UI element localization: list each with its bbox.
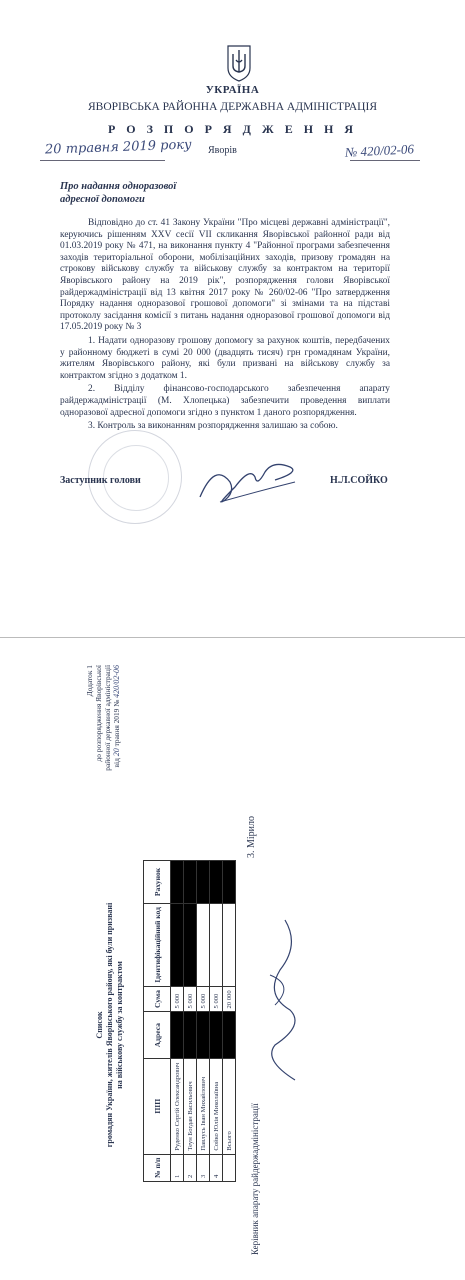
- coat-of-arms-icon: [226, 44, 252, 82]
- table-row: [210, 861, 223, 1182]
- redacted-address: [184, 1012, 197, 1058]
- redacted-account: [184, 861, 197, 904]
- table-row: [197, 861, 210, 1182]
- row-num: 4: [210, 1154, 223, 1181]
- list-title-line-3: на військову службу за контрактом: [115, 961, 124, 1089]
- list-title-line-2: громадян України, жителів Яворівського району, які були призвані: [105, 902, 114, 1148]
- table-total-row: [223, 861, 236, 1182]
- signature-icon: [255, 915, 315, 1085]
- header-num: № п/п: [144, 1154, 171, 1181]
- handwritten-date: 20 травня 2019 року: [44, 137, 192, 158]
- number-underline: [350, 160, 420, 161]
- row-num: 3: [197, 1154, 210, 1181]
- header-sum: Сума: [144, 986, 171, 1012]
- total-id: [223, 904, 236, 987]
- subject: [60, 180, 240, 206]
- signatory-position: Заступник голови: [60, 475, 141, 486]
- table-row: [184, 861, 197, 1182]
- list-title-line-1: Список: [95, 1011, 104, 1039]
- item-2: 2. Відділу фінансово-господарського забезпечення апарату райдержадміністрації (М. Хлопецька) забезпечити проведення виплати одноразової адресної допомоги згідно з пунктом 1 даного розпорядження.: [60, 384, 390, 418]
- item-1: 1. Надати одноразову грошову допомогу за рахунок коштів, передбачених у районному бюджеті в сумі 20 000 (двадцять тисяч) грн громадянам України, жителям Яворівського району, які були призвані на військову службу за контрактом згідно з додатком 1.: [60, 335, 390, 381]
- row-sum: 5 000: [184, 986, 197, 1012]
- list-title: [95, 860, 125, 1190]
- total-sum: 20 000: [223, 986, 236, 1012]
- table-header-row: [144, 861, 171, 1182]
- table-row: [171, 861, 184, 1182]
- redacted-id: [184, 904, 197, 987]
- row-name: Сойко Юлія Миколаївна: [210, 1058, 223, 1154]
- signature-icon: [195, 452, 305, 512]
- row-sum: 5 000: [210, 986, 223, 1012]
- recipients-table: [143, 860, 236, 1182]
- total-label: Всього: [223, 1058, 236, 1154]
- annex-header: [85, 665, 235, 855]
- note-3: 3. Мірило: [246, 815, 257, 858]
- redacted-address: [197, 1012, 210, 1058]
- subject-line-1: Про надання одноразової: [60, 181, 177, 192]
- item-3: 3. Контроль за виконанням розпорядження залишаю за собою.: [88, 421, 338, 432]
- row-sum: 5 000: [171, 986, 184, 1012]
- head-of-apparatus: Керівник апарату райдержадміністрації: [250, 1103, 260, 1255]
- row-name: Руденко Сергій Олександрович: [171, 1058, 184, 1154]
- redacted-account: [171, 861, 184, 904]
- row-sum: 5 000: [197, 986, 210, 1012]
- redacted-address: [171, 1012, 184, 1058]
- recipients-table-wrapper: [143, 860, 236, 1182]
- annex-line-3: районної державної адміністрації: [103, 665, 112, 771]
- city: Яворів: [208, 145, 237, 156]
- annex-line-1: Додаток 1: [85, 665, 94, 697]
- order-body: [60, 218, 390, 433]
- annex-line-2: до розпорядження Яворівської: [94, 665, 103, 762]
- redacted-account: [223, 861, 236, 904]
- preamble: Відповідно до ст. 41 Закону України "Про місцеві державні адміністрації", керуючись рішенням XXV сесії VII скликання Яворівської районної ради від 01.03.2019 року № 471, на виконання пункту 4 "Районної програми забезпечення заходів територіальної оборони, мобілізаційних заходів, призову громадян на строкову військову службу та військову службу за контрактом на території Яворівського району на 2019 рік", розпорядження голови Яворівської райдержадміністрації від 13 квітня 2017 року № 260/02-06 "Про затвердження Порядку надання одноразової грошової допомоги" зі змінами та на підставі протоколу засідання комісії з питань надання одноразової грошової допомоги від 17.05.2019 року № 3: [60, 218, 390, 333]
- total-num: [223, 1154, 236, 1181]
- redacted-account: [197, 861, 210, 904]
- row-name: Павлусь Іван Михайлович: [197, 1058, 210, 1154]
- redacted-address: [210, 1012, 223, 1058]
- administration-title: ЯВОРІВСЬКА РАЙОННА ДЕРЖАВНА АДМІНІСТРАЦІЯ: [88, 101, 377, 113]
- date-underline: [40, 160, 165, 161]
- country-title: УКРАЇНА: [205, 84, 260, 96]
- row-num: 1: [171, 1154, 184, 1181]
- redacted-address: [223, 1012, 236, 1058]
- header-account: Рахунок: [144, 861, 171, 904]
- row-id: [197, 904, 210, 987]
- row-name: Теун Богдан Васильович: [184, 1058, 197, 1154]
- signatory-name: Н.Л.СОЙКО: [330, 475, 388, 486]
- header-name: ПІП: [144, 1058, 171, 1154]
- subject-line-2: адресної допомоги: [60, 194, 145, 205]
- header-id-code: Ідентифікаційний код: [144, 904, 171, 987]
- row-id: [210, 904, 223, 987]
- handwritten-number: № 420/02-06: [344, 141, 415, 160]
- page-divider: [0, 637, 465, 638]
- redacted-account: [210, 861, 223, 904]
- annex-line-4: від 20 травня 2019 № 420/02-06: [112, 665, 121, 768]
- document-type: Р О З П О Р Я Д Ж Е Н Н Я: [107, 122, 358, 136]
- row-num: 2: [184, 1154, 197, 1181]
- redacted-id: [171, 904, 184, 987]
- header-address: Адреса: [144, 1012, 171, 1058]
